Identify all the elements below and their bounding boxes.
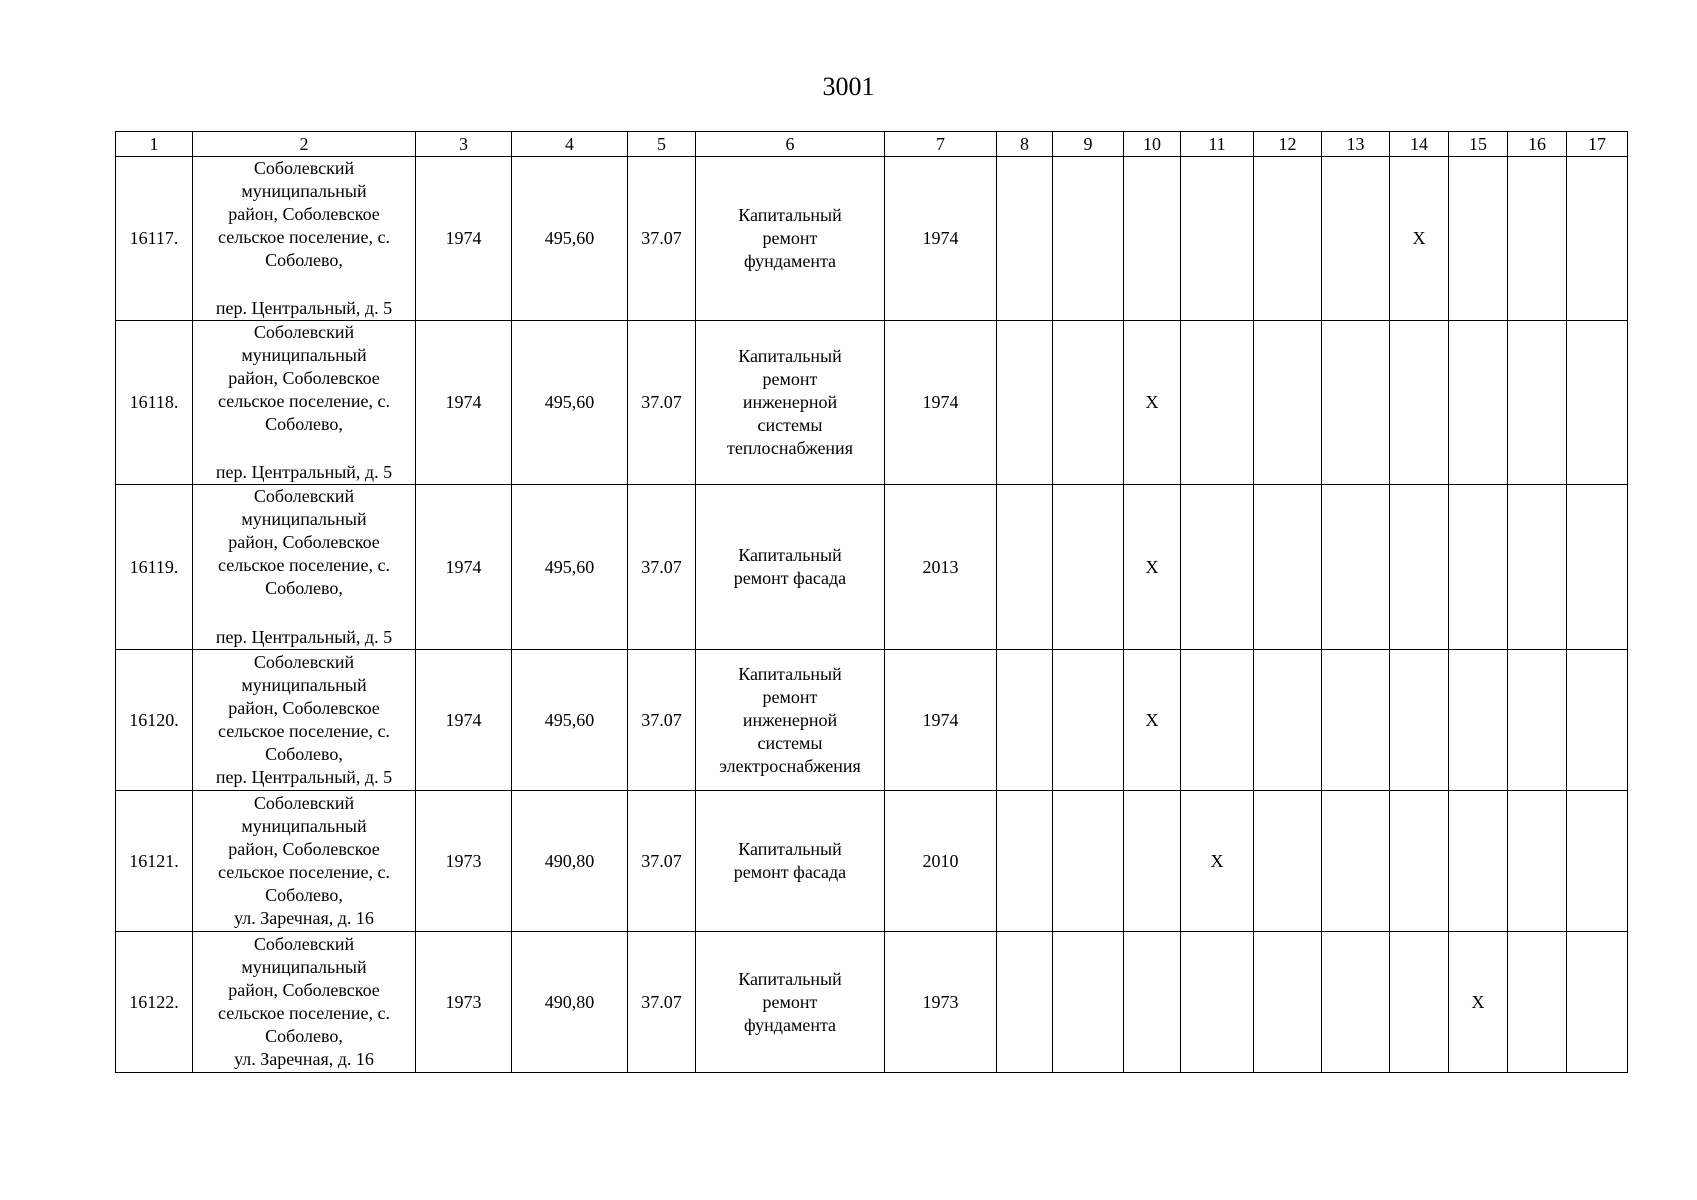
column-header-11: 11 xyxy=(1181,132,1254,157)
empty-cell-col-12 xyxy=(1254,791,1322,932)
empty-cell-col-11 xyxy=(1181,321,1254,485)
work-type-line: ремонт xyxy=(762,228,818,248)
repair-year: 1974 xyxy=(885,321,997,485)
column-header-13: 13 xyxy=(1322,132,1390,157)
empty-cell-col-8 xyxy=(997,791,1053,932)
build-year: 1974 xyxy=(416,321,512,485)
work-type-line: ремонт xyxy=(762,686,818,707)
empty-cell-col-15 xyxy=(1449,485,1508,650)
empty-cell-col-16 xyxy=(1508,157,1567,321)
empty-cell-col-14 xyxy=(1390,321,1449,485)
work-type xyxy=(696,321,885,485)
mark-cell-col-10: X xyxy=(1124,485,1181,650)
repair-year: 2013 xyxy=(885,485,997,650)
data-table xyxy=(115,131,1628,1073)
column-header-16: 16 xyxy=(1508,132,1567,157)
work-type-line: инженерной xyxy=(742,392,838,412)
address-line: муниципальный xyxy=(241,675,367,695)
area-value: 495,60 xyxy=(512,157,628,321)
address-line: район, Соболевское xyxy=(228,204,380,224)
work-type-line: Капитальный xyxy=(738,839,842,859)
address-line: район, Соболевское xyxy=(228,368,380,388)
address-line: Соболево, xyxy=(265,414,343,434)
mark-cell-col-10: X xyxy=(1124,650,1181,791)
code-value: 37.07 xyxy=(628,485,696,650)
work-type-line: Капитальный xyxy=(738,968,842,989)
column-header-6: 6 xyxy=(696,132,885,157)
address-line: сельское поселение, с. xyxy=(218,227,390,247)
address-line: муниципальный xyxy=(241,957,367,977)
empty-cell-col-8 xyxy=(997,650,1053,791)
repair-year: 1974 xyxy=(885,157,997,321)
empty-cell-col-11 xyxy=(1181,485,1254,650)
address-line: Соболево, xyxy=(265,250,343,270)
work-type-line: инженерной xyxy=(742,709,838,730)
address-line: муниципальный xyxy=(241,509,367,529)
address-line: муниципальный xyxy=(241,345,367,365)
address-line: пер. Центральный, д. 5 xyxy=(215,627,393,647)
address-line: муниципальный xyxy=(241,181,367,201)
work-type xyxy=(696,650,885,791)
empty-cell-col-10 xyxy=(1124,791,1181,932)
work-type-line: Капитальный xyxy=(738,663,842,684)
address-cell xyxy=(193,791,416,932)
column-header-17: 17 xyxy=(1567,132,1628,157)
table-row xyxy=(116,650,1628,791)
address-line: район, Соболевское xyxy=(228,839,380,859)
address-line: сельское поселение, с. xyxy=(218,555,390,575)
work-type-line: системы xyxy=(757,732,823,753)
row-number: 16121. xyxy=(116,791,193,932)
empty-cell-col-9 xyxy=(1053,321,1124,485)
work-type-line: фундамента xyxy=(743,1014,837,1035)
address-line: район, Соболевское xyxy=(228,980,380,1000)
address-line: пер. Центральный, д. 5 xyxy=(215,767,393,787)
empty-cell-col-13 xyxy=(1322,485,1390,650)
address-line: пер. Центральный, д. 5 xyxy=(215,462,393,482)
empty-cell-col-11 xyxy=(1181,157,1254,321)
column-header-2: 2 xyxy=(193,132,416,157)
row-number: 16122. xyxy=(116,932,193,1073)
mark-cell-col-11: X xyxy=(1181,791,1254,932)
empty-cell-col-10 xyxy=(1124,157,1181,321)
empty-cell-col-17 xyxy=(1567,157,1628,321)
empty-cell-col-11 xyxy=(1181,932,1254,1073)
address-line: Соболево, xyxy=(265,1026,343,1046)
column-header-4: 4 xyxy=(512,132,628,157)
empty-cell-col-8 xyxy=(997,485,1053,650)
address-line: сельское поселение, с. xyxy=(218,721,390,741)
build-year: 1974 xyxy=(416,157,512,321)
address-line: район, Соболевское xyxy=(228,698,380,718)
empty-cell-col-17 xyxy=(1567,485,1628,650)
column-header-15: 15 xyxy=(1449,132,1508,157)
work-type-line: электроснабжения xyxy=(719,755,861,776)
repair-year: 2010 xyxy=(885,791,997,932)
address-line: Соболево, xyxy=(265,578,343,598)
empty-cell-col-9 xyxy=(1053,791,1124,932)
area-value: 495,60 xyxy=(512,485,628,650)
work-type-line: ремонт фасада xyxy=(733,568,847,588)
address-line: Соболевский xyxy=(253,158,355,178)
empty-cell-col-13 xyxy=(1322,157,1390,321)
address-line: Соболевский xyxy=(253,322,355,342)
repair-year: 1973 xyxy=(885,932,997,1073)
empty-cell-col-13 xyxy=(1322,932,1390,1073)
empty-cell-col-15 xyxy=(1449,791,1508,932)
repair-year: 1974 xyxy=(885,650,997,791)
column-header-9: 9 xyxy=(1053,132,1124,157)
address-line: Соболевский xyxy=(253,652,355,672)
code-value: 37.07 xyxy=(628,791,696,932)
empty-cell-col-16 xyxy=(1508,485,1567,650)
empty-cell-col-14 xyxy=(1390,932,1449,1073)
empty-cell-col-15 xyxy=(1449,321,1508,485)
empty-cell-col-13 xyxy=(1322,321,1390,485)
empty-cell-col-9 xyxy=(1053,932,1124,1073)
column-header-3: 3 xyxy=(416,132,512,157)
empty-cell-col-15 xyxy=(1449,157,1508,321)
work-type xyxy=(696,791,885,932)
address-cell xyxy=(193,650,416,791)
address-line: район, Соболевское xyxy=(228,532,380,552)
work-type-line: ремонт фасада xyxy=(733,862,847,882)
address-line: Соболевский xyxy=(253,793,355,813)
build-year: 1973 xyxy=(416,791,512,932)
work-type-line: теплоснабжения xyxy=(727,438,853,458)
empty-cell-col-8 xyxy=(997,157,1053,321)
empty-cell-col-16 xyxy=(1508,650,1567,791)
column-header-8: 8 xyxy=(997,132,1053,157)
address-line: Соболево, xyxy=(265,744,343,764)
column-header-5: 5 xyxy=(628,132,696,157)
mark-cell-col-14: X xyxy=(1390,157,1449,321)
mark-cell-col-10: X xyxy=(1124,321,1181,485)
row-number: 16117. xyxy=(116,157,193,321)
address-cell xyxy=(193,157,416,321)
column-header-14: 14 xyxy=(1390,132,1449,157)
area-value: 495,60 xyxy=(512,321,628,485)
code-value: 37.07 xyxy=(628,932,696,1073)
mark-cell-col-15: X xyxy=(1449,932,1508,1073)
table-row xyxy=(116,157,1628,321)
address-line: Соболевский xyxy=(253,486,355,506)
table-row xyxy=(116,321,1628,485)
code-value: 37.07 xyxy=(628,157,696,321)
empty-cell-col-12 xyxy=(1254,157,1322,321)
empty-cell-col-17 xyxy=(1567,791,1628,932)
empty-cell-col-8 xyxy=(997,932,1053,1073)
empty-cell-col-17 xyxy=(1567,321,1628,485)
address-line: ул. Заречная, д. 16 xyxy=(234,1049,374,1069)
empty-cell-col-16 xyxy=(1508,321,1567,485)
address-line: муниципальный xyxy=(241,816,367,836)
code-value: 37.07 xyxy=(628,321,696,485)
address-line: сельское поселение, с. xyxy=(218,1003,390,1023)
empty-cell-col-16 xyxy=(1508,791,1567,932)
area-value: 495,60 xyxy=(512,650,628,791)
work-type xyxy=(696,157,885,321)
work-type-line: Капитальный xyxy=(738,205,842,225)
work-type xyxy=(696,932,885,1073)
empty-cell-col-9 xyxy=(1053,485,1124,650)
column-header-10: 10 xyxy=(1124,132,1181,157)
work-type xyxy=(696,485,885,650)
work-type-line: Капитальный xyxy=(738,346,842,366)
row-number: 16120. xyxy=(116,650,193,791)
build-year: 1974 xyxy=(416,485,512,650)
empty-cell-col-14 xyxy=(1390,485,1449,650)
empty-cell-col-14 xyxy=(1390,650,1449,791)
empty-cell-col-15 xyxy=(1449,650,1508,791)
empty-cell-col-10 xyxy=(1124,932,1181,1073)
empty-cell-col-17 xyxy=(1567,650,1628,791)
empty-cell-col-13 xyxy=(1322,650,1390,791)
empty-cell-col-12 xyxy=(1254,650,1322,791)
row-number: 16118. xyxy=(116,321,193,485)
work-type-line: ремонт xyxy=(762,369,818,389)
work-type-line: Капитальный xyxy=(738,545,842,565)
header-row xyxy=(116,132,1628,157)
empty-cell-col-13 xyxy=(1322,791,1390,932)
address-line: сельское поселение, с. xyxy=(218,862,390,882)
column-header-7: 7 xyxy=(885,132,997,157)
work-type-line: ремонт xyxy=(762,991,818,1012)
address-line: сельское поселение, с. xyxy=(218,391,390,411)
work-type-line: системы xyxy=(757,415,823,435)
page-number: 3001 xyxy=(822,72,875,101)
address-cell xyxy=(193,485,416,650)
address-line: Соболевский xyxy=(253,934,355,954)
repair-table xyxy=(115,131,1627,1073)
empty-cell-col-9 xyxy=(1053,157,1124,321)
code-value: 37.07 xyxy=(628,650,696,791)
address-cell xyxy=(193,932,416,1073)
build-year: 1973 xyxy=(416,932,512,1073)
empty-cell-col-12 xyxy=(1254,321,1322,485)
address-line: пер. Центральный, д. 5 xyxy=(215,298,393,318)
empty-cell-col-12 xyxy=(1254,485,1322,650)
address-cell xyxy=(193,321,416,485)
table-row xyxy=(116,485,1628,650)
empty-cell-col-9 xyxy=(1053,650,1124,791)
empty-cell-col-14 xyxy=(1390,791,1449,932)
empty-cell-col-8 xyxy=(997,321,1053,485)
empty-cell-col-16 xyxy=(1508,932,1567,1073)
work-type-line: фундамента xyxy=(743,251,837,271)
area-value: 490,80 xyxy=(512,932,628,1073)
address-line: Соболево, xyxy=(265,885,343,905)
table-row xyxy=(116,932,1628,1073)
build-year: 1974 xyxy=(416,650,512,791)
address-line: ул. Заречная, д. 16 xyxy=(234,908,374,928)
table-row xyxy=(116,791,1628,932)
column-header-12: 12 xyxy=(1254,132,1322,157)
area-value: 490,80 xyxy=(512,791,628,932)
column-header-1: 1 xyxy=(116,132,193,157)
empty-cell-col-12 xyxy=(1254,932,1322,1073)
empty-cell-col-11 xyxy=(1181,650,1254,791)
empty-cell-col-17 xyxy=(1567,932,1628,1073)
row-number: 16119. xyxy=(116,485,193,650)
